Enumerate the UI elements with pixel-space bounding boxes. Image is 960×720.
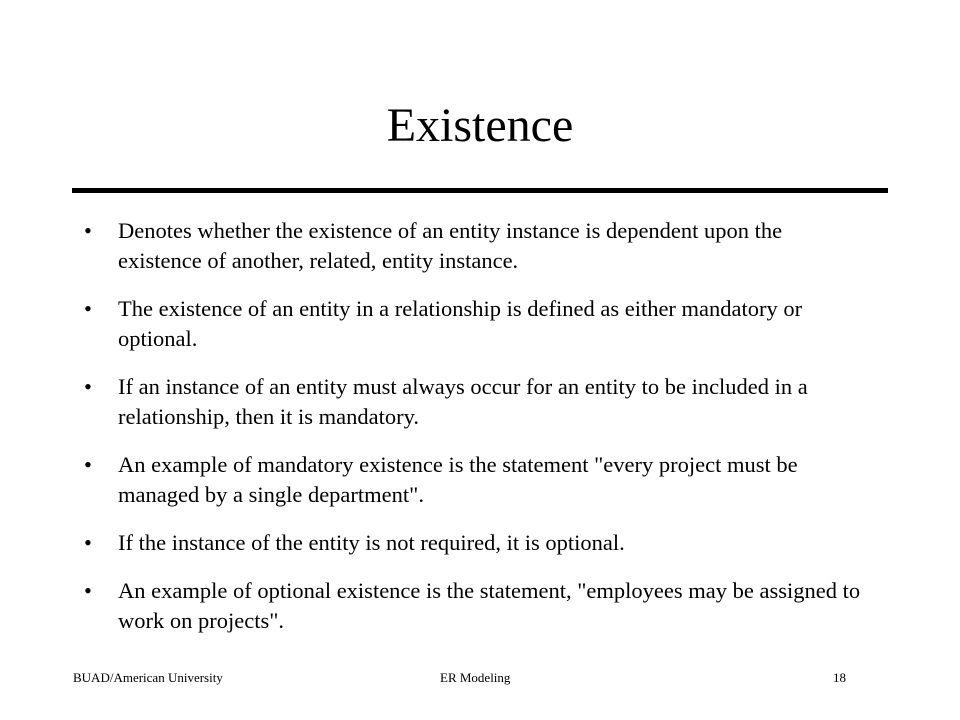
bullet-item xyxy=(80,216,870,276)
bullet-text: If an instance of an entity must always occur for an entity to be included in a relationship, then it is mandatory. xyxy=(118,374,808,429)
bullet-item xyxy=(80,450,870,510)
title-divider xyxy=(72,188,888,193)
bullet-item xyxy=(80,528,870,558)
bullet-list xyxy=(80,216,870,654)
bullet-text: An example of mandatory existence is the statement "every project must be managed by a single department". xyxy=(118,452,798,507)
footer-organization: BUAD/American University xyxy=(73,670,223,685)
bullet-text: An example of optional existence is the statement, "employees may be assigned to work on projects". xyxy=(118,578,861,633)
slide-title: Existence xyxy=(386,99,574,152)
bullet-item xyxy=(80,372,870,432)
page-number: 18 xyxy=(833,670,846,685)
bullet-item xyxy=(80,576,870,636)
bullet-text: The existence of an entity in a relationship is defined as either mandatory or optional. xyxy=(118,296,803,351)
bullet-dot-icon: • xyxy=(84,530,92,555)
bullet-dot-icon: • xyxy=(84,218,92,243)
bullet-dot-icon: • xyxy=(84,578,92,603)
bullet-dot-icon: • xyxy=(84,374,92,399)
bullet-dot-icon: • xyxy=(84,296,92,321)
bullet-item xyxy=(80,294,870,354)
bullet-text: Denotes whether the existence of an entity instance is dependent upon the existence of another, related, entity instance. xyxy=(118,218,783,273)
footer-topic: ER Modeling xyxy=(440,670,511,685)
bullet-text: If the instance of the entity is not required, it is optional. xyxy=(118,530,625,555)
bullet-dot-icon: • xyxy=(84,452,92,477)
